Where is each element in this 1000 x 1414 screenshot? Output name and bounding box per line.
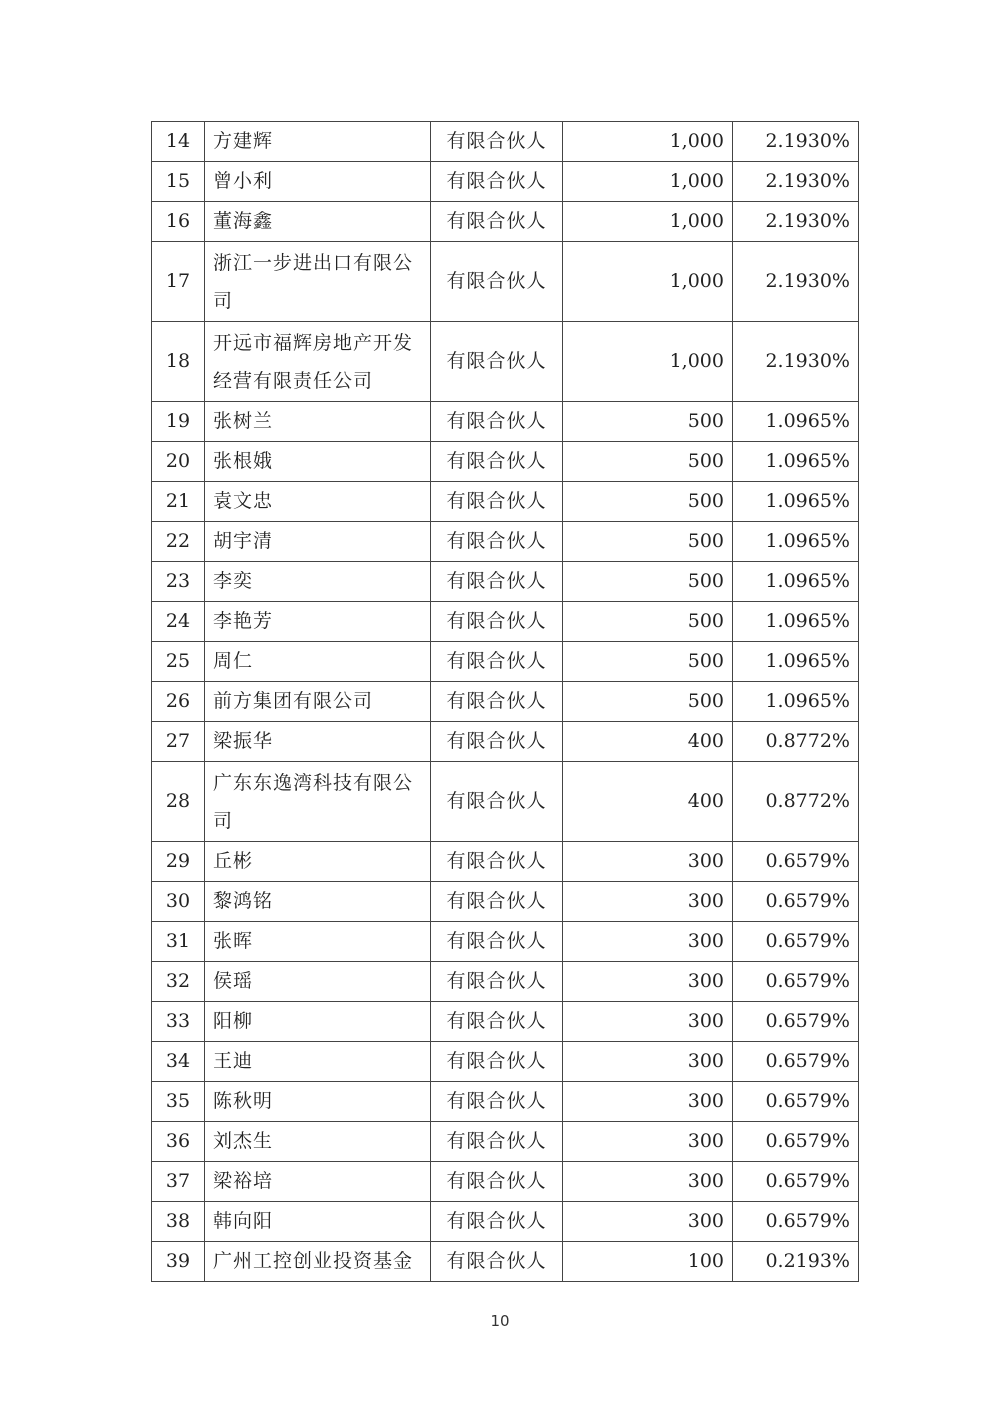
table-row — [152, 762, 859, 842]
table-row — [152, 842, 859, 882]
table-row — [152, 642, 859, 682]
contribution-amount: 500 — [563, 682, 733, 722]
partner-type: 有限合伙人 — [431, 122, 563, 162]
partner-type: 有限合伙人 — [431, 202, 563, 242]
partner-name: 浙江一步进出口有限公司 — [205, 242, 431, 322]
partner-type: 有限合伙人 — [431, 1202, 563, 1242]
table-row — [152, 162, 859, 202]
table-row — [152, 1202, 859, 1242]
share-percentage: 1.0965% — [733, 562, 859, 602]
partner-type: 有限合伙人 — [431, 1122, 563, 1162]
table-row — [152, 1162, 859, 1202]
share-percentage: 0.6579% — [733, 1202, 859, 1242]
table-row — [152, 122, 859, 162]
share-percentage: 0.6579% — [733, 1002, 859, 1042]
table-row — [152, 1002, 859, 1042]
row-index: 21 — [152, 482, 205, 522]
contribution-amount: 1,000 — [563, 242, 733, 322]
share-percentage: 2.1930% — [733, 122, 859, 162]
row-index: 19 — [152, 402, 205, 442]
table-row — [152, 562, 859, 602]
row-index: 17 — [152, 242, 205, 322]
row-index: 25 — [152, 642, 205, 682]
share-percentage: 2.1930% — [733, 322, 859, 402]
share-percentage: 0.6579% — [733, 882, 859, 922]
contribution-amount: 1,000 — [563, 162, 733, 202]
partner-type: 有限合伙人 — [431, 482, 563, 522]
partner-name: 周仁 — [205, 642, 431, 682]
table-row — [152, 602, 859, 642]
contribution-amount: 300 — [563, 962, 733, 1002]
contribution-amount: 400 — [563, 722, 733, 762]
contribution-amount: 300 — [563, 1122, 733, 1162]
row-index: 16 — [152, 202, 205, 242]
partner-type: 有限合伙人 — [431, 842, 563, 882]
row-index: 24 — [152, 602, 205, 642]
row-index: 23 — [152, 562, 205, 602]
row-index: 34 — [152, 1042, 205, 1082]
table-row — [152, 402, 859, 442]
partner-name: 袁文忠 — [205, 482, 431, 522]
partner-type: 有限合伙人 — [431, 1002, 563, 1042]
partner-name: 黎鸿铭 — [205, 882, 431, 922]
partner-name: 李奕 — [205, 562, 431, 602]
partner-name: 王迪 — [205, 1042, 431, 1082]
share-percentage: 2.1930% — [733, 242, 859, 322]
contribution-amount: 500 — [563, 602, 733, 642]
partner-name: 开远市福辉房地产开发经营有限责任公司 — [205, 322, 431, 402]
partner-type: 有限合伙人 — [431, 562, 563, 602]
share-percentage: 0.6579% — [733, 962, 859, 1002]
share-percentage: 1.0965% — [733, 482, 859, 522]
table-row — [152, 202, 859, 242]
partner-name: 丘彬 — [205, 842, 431, 882]
contribution-amount: 500 — [563, 642, 733, 682]
row-index: 14 — [152, 122, 205, 162]
partner-type: 有限合伙人 — [431, 762, 563, 842]
contribution-amount: 1,000 — [563, 322, 733, 402]
table-row — [152, 242, 859, 322]
contribution-amount: 500 — [563, 562, 733, 602]
row-index: 20 — [152, 442, 205, 482]
partner-type: 有限合伙人 — [431, 642, 563, 682]
table-row — [152, 322, 859, 402]
partner-name: 梁振华 — [205, 722, 431, 762]
partner-type: 有限合伙人 — [431, 1042, 563, 1082]
partner-name: 广州工控创业投资基金 — [205, 1242, 431, 1282]
row-index: 15 — [152, 162, 205, 202]
row-index: 39 — [152, 1242, 205, 1282]
partner-name: 陈秋明 — [205, 1082, 431, 1122]
table-row — [152, 1122, 859, 1162]
contribution-amount: 300 — [563, 1202, 733, 1242]
contribution-amount: 300 — [563, 1162, 733, 1202]
row-index: 18 — [152, 322, 205, 402]
table-row — [152, 882, 859, 922]
share-percentage: 0.6579% — [733, 922, 859, 962]
row-index: 37 — [152, 1162, 205, 1202]
partner-type: 有限合伙人 — [431, 162, 563, 202]
partner-type: 有限合伙人 — [431, 602, 563, 642]
share-percentage: 0.6579% — [733, 1042, 859, 1082]
row-index: 28 — [152, 762, 205, 842]
partner-table — [151, 121, 859, 1282]
share-percentage: 0.2193% — [733, 1242, 859, 1282]
contribution-amount: 100 — [563, 1242, 733, 1282]
partner-type: 有限合伙人 — [431, 402, 563, 442]
partner-type: 有限合伙人 — [431, 522, 563, 562]
table-row — [152, 1042, 859, 1082]
table-row — [152, 1082, 859, 1122]
partner-name: 曾小利 — [205, 162, 431, 202]
row-index: 32 — [152, 962, 205, 1002]
row-index: 31 — [152, 922, 205, 962]
partner-type: 有限合伙人 — [431, 242, 563, 322]
partner-type: 有限合伙人 — [431, 1082, 563, 1122]
partner-name: 张根娥 — [205, 442, 431, 482]
share-percentage: 1.0965% — [733, 682, 859, 722]
partner-name: 董海鑫 — [205, 202, 431, 242]
table-row — [152, 682, 859, 722]
page-number: 10 — [490, 1312, 510, 1330]
row-index: 26 — [152, 682, 205, 722]
contribution-amount: 300 — [563, 1002, 733, 1042]
partner-type: 有限合伙人 — [431, 922, 563, 962]
partner-type: 有限合伙人 — [431, 1242, 563, 1282]
partner-name: 韩向阳 — [205, 1202, 431, 1242]
partner-type: 有限合伙人 — [431, 682, 563, 722]
row-index: 29 — [152, 842, 205, 882]
partner-name: 张树兰 — [205, 402, 431, 442]
share-percentage: 0.6579% — [733, 842, 859, 882]
row-index: 35 — [152, 1082, 205, 1122]
contribution-amount: 1,000 — [563, 202, 733, 242]
share-percentage: 1.0965% — [733, 402, 859, 442]
contribution-amount: 500 — [563, 442, 733, 482]
partner-type: 有限合伙人 — [431, 1162, 563, 1202]
share-percentage: 1.0965% — [733, 602, 859, 642]
partner-name: 梁裕培 — [205, 1162, 431, 1202]
contribution-amount: 500 — [563, 522, 733, 562]
contribution-amount: 400 — [563, 762, 733, 842]
partner-name: 广东东逸湾科技有限公司 — [205, 762, 431, 842]
partner-name: 阳柳 — [205, 1002, 431, 1042]
contribution-amount: 300 — [563, 882, 733, 922]
share-percentage: 1.0965% — [733, 642, 859, 682]
partner-name: 李艳芳 — [205, 602, 431, 642]
share-percentage: 1.0965% — [733, 442, 859, 482]
share-percentage: 0.8772% — [733, 722, 859, 762]
contribution-amount: 300 — [563, 842, 733, 882]
table-row — [152, 522, 859, 562]
partner-type: 有限合伙人 — [431, 322, 563, 402]
share-percentage: 2.1930% — [733, 202, 859, 242]
partner-name: 胡宇清 — [205, 522, 431, 562]
contribution-amount: 1,000 — [563, 122, 733, 162]
partner-name: 前方集团有限公司 — [205, 682, 431, 722]
row-index: 27 — [152, 722, 205, 762]
partner-type: 有限合伙人 — [431, 442, 563, 482]
table-row — [152, 482, 859, 522]
share-percentage: 0.8772% — [733, 762, 859, 842]
contribution-amount: 300 — [563, 1042, 733, 1082]
row-index: 38 — [152, 1202, 205, 1242]
row-index: 22 — [152, 522, 205, 562]
row-index: 30 — [152, 882, 205, 922]
partner-name: 侯瑶 — [205, 962, 431, 1002]
table-row — [152, 962, 859, 1002]
contribution-amount: 300 — [563, 1082, 733, 1122]
share-percentage: 1.0965% — [733, 522, 859, 562]
partner-name: 刘杰生 — [205, 1122, 431, 1162]
partner-name: 方建辉 — [205, 122, 431, 162]
share-percentage: 0.6579% — [733, 1122, 859, 1162]
partner-type: 有限合伙人 — [431, 962, 563, 1002]
contribution-amount: 300 — [563, 922, 733, 962]
partner-type: 有限合伙人 — [431, 722, 563, 762]
partner-type: 有限合伙人 — [431, 882, 563, 922]
row-index: 33 — [152, 1002, 205, 1042]
table-row — [152, 922, 859, 962]
share-percentage: 0.6579% — [733, 1162, 859, 1202]
contribution-amount: 500 — [563, 402, 733, 442]
table-row — [152, 1242, 859, 1282]
table-row — [152, 442, 859, 482]
share-percentage: 2.1930% — [733, 162, 859, 202]
row-index: 36 — [152, 1122, 205, 1162]
contribution-amount: 500 — [563, 482, 733, 522]
share-percentage: 0.6579% — [733, 1082, 859, 1122]
partner-name: 张晖 — [205, 922, 431, 962]
table-row — [152, 722, 859, 762]
